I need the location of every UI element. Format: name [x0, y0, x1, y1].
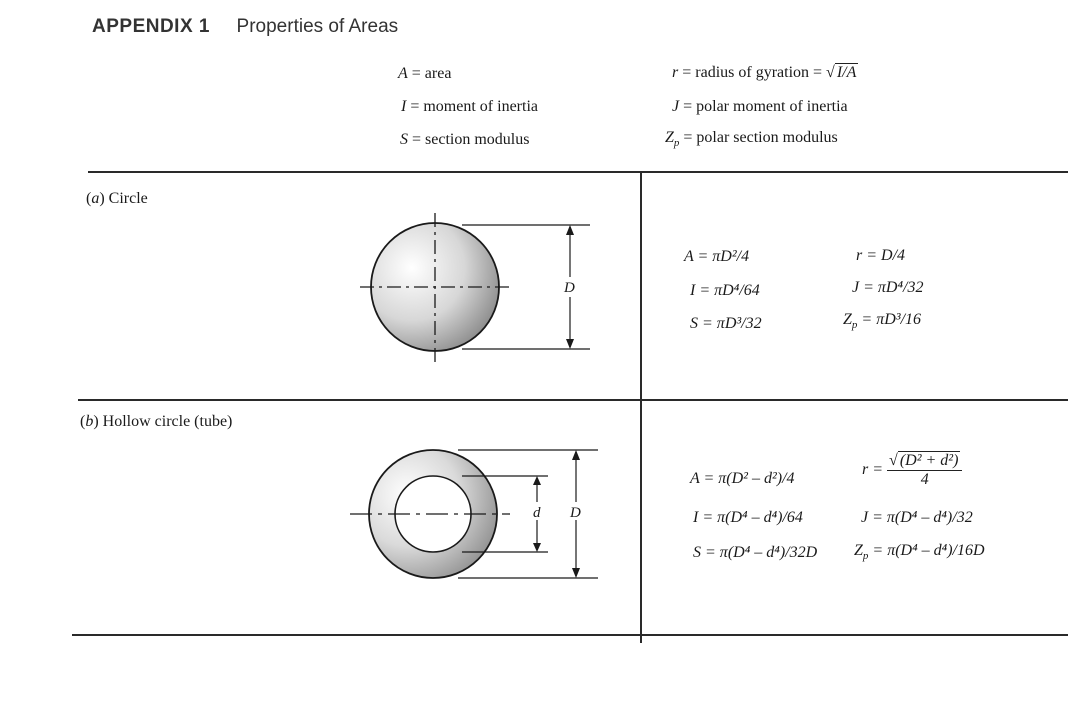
dim-label-d: d — [533, 505, 541, 521]
tube-figure — [350, 440, 610, 590]
appendix-title: Properties of Areas — [236, 16, 399, 37]
def-polar-inertia: J = polar moment of inertia — [672, 98, 848, 115]
tube-gyration-formula: r = $\frac{\text{√ (D² + d²)}}{4}$ — [862, 452, 962, 489]
tube-area-formula: A = π(D² – d²)/4 — [690, 470, 795, 487]
def-section-modulus: S = section modulus — [400, 131, 530, 148]
def-inertia: I = moment of inertia — [401, 98, 538, 115]
appendix-header — [92, 16, 398, 38]
tube-modulus-formula: S = π(D⁴ – d⁴)/32D — [693, 544, 818, 561]
dim-label-D-tube: D — [570, 505, 581, 521]
circle-inertia-formula: I = πD⁴/64 — [690, 282, 760, 299]
dim-label-D: D — [564, 280, 575, 296]
section-a-label: (a) Circle — [86, 190, 148, 207]
tube-polar-inertia-formula: J = π(D⁴ – d⁴)/32 — [861, 509, 973, 526]
def-gyration: r = radius of gyration = √ I/A — [672, 64, 857, 81]
table-column-divider — [640, 171, 642, 643]
arrow-up — [566, 225, 574, 235]
table-top-rule — [88, 171, 1068, 173]
table-bottom-rule — [72, 634, 1068, 636]
circle-gyration-formula: r = D/4 — [856, 247, 906, 264]
circle-polar-inertia-formula: J = πD⁴/32 — [852, 279, 924, 296]
tube-polar-modulus-formula: $Z_p = \pi(D^4 - d^4)/16D$ — [854, 542, 985, 562]
circle-modulus-formula: S = πD³/32 — [690, 315, 762, 332]
circle-figure — [350, 205, 600, 380]
section-b-label: (b) Hollow circle (tube) — [80, 413, 233, 430]
table-mid-rule — [78, 399, 1068, 401]
appendix-number: APPENDIX 1 — [92, 16, 210, 37]
def-area: A = area — [398, 65, 452, 82]
circle-polar-modulus-formula: $Z_p = \pi D^3/16$ — [843, 311, 922, 331]
def-polar-modulus: $Z_p$ = polar section modulus — [665, 129, 838, 149]
circle-area-formula: A = πD²/4 — [684, 248, 750, 265]
arrow-down — [566, 339, 574, 349]
tube-inertia-formula: I = π(D⁴ – d⁴)/64 — [693, 509, 803, 526]
